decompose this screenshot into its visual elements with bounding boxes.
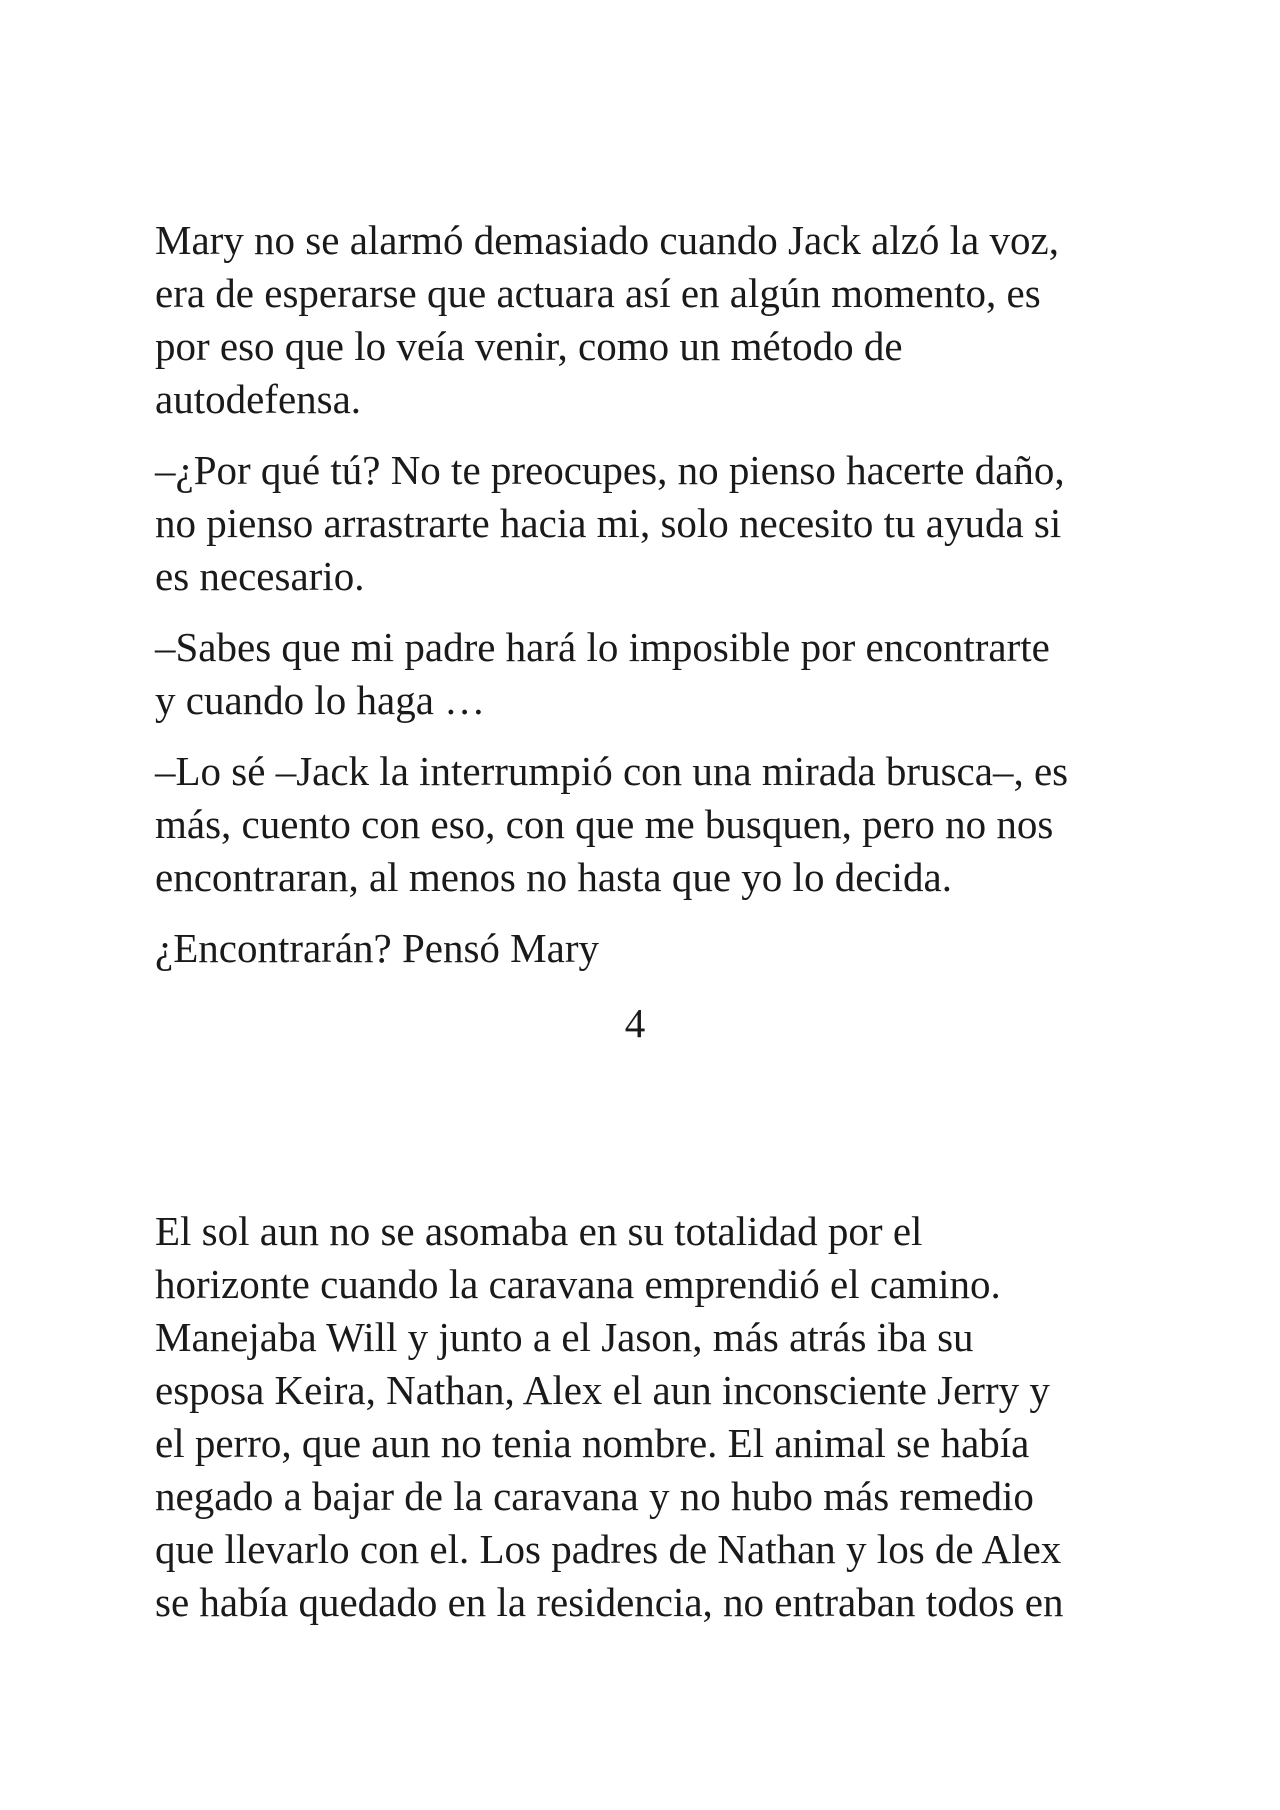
paragraph: –¿Por qué tú? No te preocupes, no pienso hacerte daño, no pienso arrastrarte hacia mi, solo necesito tu ayuda si es necesario. [155,447,1065,599]
text-section-2 [155,1205,1135,1647]
paragraph: –Lo sé –Jack la interrumpió con una mirada brusca–, es más, cuento con eso, con que me busquen, pero no nos encontraran, al menos no hasta que yo lo decida. [155,748,1069,900]
chapter-number: 4 [624,1000,646,1046]
text-section-1 [155,214,1135,993]
paragraph: Mary no se alarmó demasiado cuando Jack alzó la voz, era de esperarse que actuara así en algún momento, es por eso que lo veía venir, como un método de autodefensa. [155,217,1059,422]
paragraph: El sol aun no se asomaba en su totalidad por el horizonte cuando la caravana emprendió el camino. Manejaba Will y junto a el Jason, más atrás iba su esposa Keira, Nathan, Alex el aun inconsciente Jerry y el perro, que aun no tenia nombre. El animal se había negado a bajar de la caravana y no hubo más remedio que llevarlo con el. Los padres de Nathan y los de Alex se había quedado en la residencia, no entraban todos en [155,1208,1064,1625]
paragraph: –Sabes que mi padre hará lo imposible por encontrarte y cuando lo haga … [155,624,1050,723]
paragraph: ¿Encontrarán? Pensó Mary [155,925,599,971]
